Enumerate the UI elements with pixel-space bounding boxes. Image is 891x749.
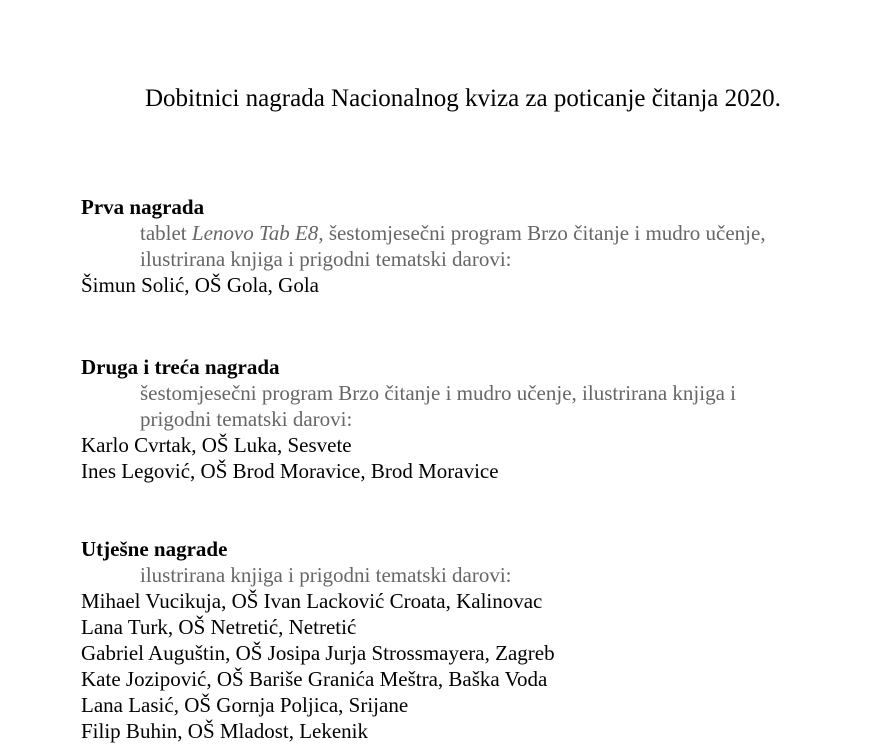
prize-description-line: prigodni tematski darovi: <box>140 407 353 431</box>
winner-entry: Ines Legović, OŠ Brod Moravice, Brod Moravice <box>81 459 499 483</box>
winner-entry: Karlo Cvrtak, OŠ Luka, Sesvete <box>81 433 352 457</box>
prize-description-line <box>140 220 861 246</box>
winner-entry: Gabriel Auguštin, OŠ Josipa Jurja Strossmayera, Zagreb <box>81 641 555 665</box>
winner-entry: Mihael Vucikuja, OŠ Ivan Lacković Croata, Kalinovac <box>81 589 543 613</box>
prize-description-line: ilustrirana knjiga i prigodni tematski darovi: <box>140 563 512 587</box>
section-heading: Druga i treća nagrada <box>81 355 280 379</box>
prize-description <box>140 220 861 272</box>
winner-entry: Lana Lasić, OŠ Gornja Poljica, Srijane <box>81 693 409 717</box>
winner-entry: Filip Buhin, OŠ Mladost, Lekenik <box>81 719 369 743</box>
prize-description-prefix: tablet <box>140 221 192 245</box>
prize-description-line: ilustrirana knjiga i prigodni tematski darovi: <box>140 247 512 271</box>
winner-entry: Kate Jozipović, OŠ Bariše Granića Meštra, Baška Voda <box>81 667 548 691</box>
section-heading: Utješne nagrade <box>81 537 228 561</box>
prize-description-product: Lenovo Tab E8 <box>191 221 319 245</box>
prize-description <box>140 562 861 588</box>
prize-description-line: šestomjesečni program Brzo čitanje i mudro učenje, ilustrirana knjiga i <box>140 381 736 405</box>
prize-description-suffix: , šestomjesečni program Brzo čitanje i mudro učenje, <box>318 221 766 245</box>
winner-entry: Šimun Solić, OŠ Gola, Gola <box>81 273 320 297</box>
document-title: Dobitnici nagrada Nacionalnog kviza za poticanje čitanja 2020. <box>145 85 781 112</box>
section-druga-i-treca-nagrada <box>81 354 861 484</box>
winner-entry: Lana Turk, OŠ Netretić, Netretić <box>81 615 357 639</box>
section-utjesne-nagrade <box>81 536 861 744</box>
section-prva-nagrada <box>81 194 861 298</box>
section-heading: Prva nagrada <box>81 195 205 219</box>
prize-description <box>140 380 861 432</box>
